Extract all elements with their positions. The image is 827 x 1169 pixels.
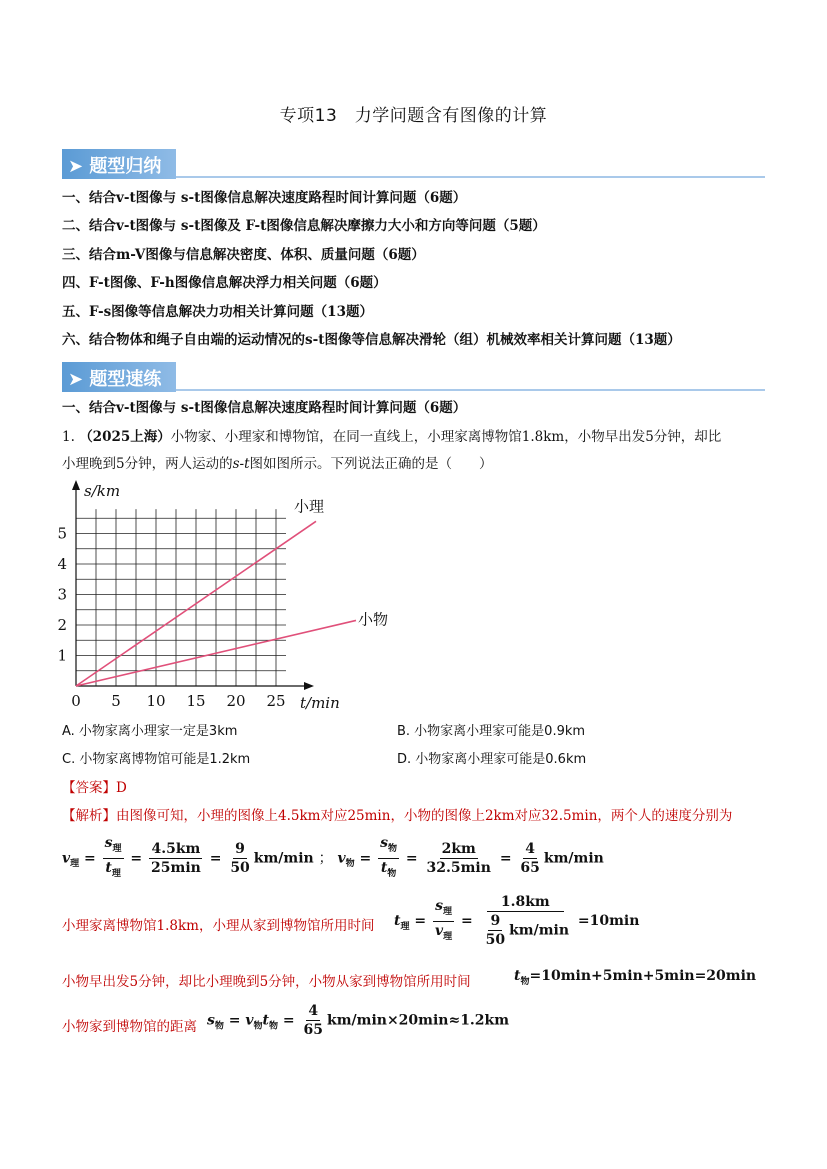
result: =10min+5min+5min=20min: [529, 968, 757, 984]
equals-sign: =: [130, 850, 143, 867]
equals-sign: =: [228, 1012, 241, 1029]
chart-grid: [76, 509, 286, 686]
option-a[interactable]: A. 小物家离小理家一定是3km: [62, 724, 238, 739]
analysis-text: 由图像可知，小理的图像上4.5km对应25min，小物的图像上2km对应32.5min，两个人的速度分别为: [116, 808, 733, 824]
x-axis-label: t/min: [300, 694, 340, 712]
option-d[interactable]: D. 小物家离小理家可能是0.6km: [397, 752, 587, 767]
unit: km/min: [509, 922, 570, 939]
equals-sign: =: [282, 1012, 295, 1029]
section-banner-summary: [62, 149, 765, 179]
sub-wu: 物: [269, 1021, 279, 1032]
toc-item-6: 六、结合物体和绳子自由端的运动情况的s-t图像等信息解决滑轮（组）机械效率相关计算问题（13题）: [62, 332, 681, 348]
sub-wu: 物: [253, 1021, 263, 1032]
fraction-li-values: [149, 840, 203, 877]
denominator: 50: [230, 859, 250, 876]
question-source: （2025上海）: [79, 429, 171, 445]
banner-text: 题型归纳: [89, 156, 162, 177]
y-tick-label: 3: [57, 585, 67, 604]
numerator: 4: [308, 1003, 319, 1019]
numerator: 2km: [441, 840, 476, 857]
sub-li: 理: [111, 868, 121, 879]
formula-distance: [207, 1002, 509, 1039]
x-tick-label: 25: [266, 692, 286, 710]
sub-li: 理: [400, 921, 410, 932]
section-heading: 一、结合v-t图像与 s-t图像信息解决速度路程时间计算问题（6题）: [62, 400, 467, 416]
s-symbol: s: [207, 1012, 215, 1029]
y-tick-label: 2: [57, 616, 67, 634]
denominator: 25min: [151, 859, 201, 876]
series-label-1: 小物: [358, 610, 389, 629]
equals-sign: =: [84, 850, 96, 867]
sub-wu: 物: [345, 859, 355, 870]
question-text-1: 小物家、小理家和博物馆，在同一直线上，小理家离博物馆1.8km，小物早出发5分钟，却比: [170, 429, 722, 445]
equals-sign: =: [414, 913, 427, 929]
series-label-0: 小理: [294, 497, 325, 516]
question-line-2: [62, 452, 493, 472]
analysis-label: 【解析】: [62, 808, 116, 824]
arrow-right-icon: ➤: [68, 369, 84, 390]
nested-fraction: [484, 912, 507, 949]
fraction-speed: [302, 1002, 325, 1039]
x-tick-label: 5: [111, 692, 121, 710]
t-symbol: t: [262, 1012, 270, 1029]
t-symbol: t: [514, 968, 521, 984]
equals-sign: =: [461, 913, 473, 929]
numerator: 4: [525, 840, 536, 857]
toc-item-3: 三、结合m-V图像与信息解决密度、体积、质量问题（6题）: [62, 247, 425, 263]
question-number: 1.: [62, 429, 75, 445]
y-tick-label: 5: [57, 524, 67, 543]
numerator: 9: [490, 913, 501, 929]
sub-wu: 物: [388, 843, 398, 854]
result: km/min×20min≈1.2km: [327, 1012, 510, 1029]
sub-li: 理: [442, 906, 452, 917]
v-symbol: v: [62, 850, 71, 867]
arrow-right-icon: ➤: [68, 156, 84, 177]
y-axis-label: s/km: [84, 482, 121, 500]
fraction-time-values: [480, 893, 571, 949]
denominator: 50: [485, 932, 506, 948]
option-c[interactable]: C. 小物家离博物馆可能是1.2km: [62, 752, 251, 767]
denominator: 65: [520, 859, 540, 876]
sub-li: 理: [443, 931, 453, 942]
x-tick-label: 0: [71, 692, 81, 710]
y-tick-label: 4: [57, 555, 67, 573]
v-symbol: v: [337, 850, 346, 867]
page-title: 专项13 力学问题含有图像的计算: [279, 106, 548, 126]
banner-label: [68, 152, 161, 178]
answer-value: D: [116, 780, 127, 796]
toc-item-5: 五、F-s图像等信息解决力功相关计算问题（13题）: [62, 304, 373, 320]
toc-item-1: 一、结合v-t图像与 s-t图像信息解决速度路程时间计算问题（6题）: [62, 190, 467, 206]
fraction-wu-result: [518, 840, 541, 877]
y-axis-arrow: [72, 480, 80, 490]
banner-label: [68, 365, 161, 391]
separator: ；: [318, 850, 333, 867]
s-symbol: s: [435, 897, 443, 914]
section-banner-practice: [62, 362, 765, 392]
x-tick-label: 15: [186, 692, 206, 710]
equals-sign: =: [359, 850, 372, 867]
time-li-text: 小理家离博物馆1.8km，小理从家到博物馆所用时间: [62, 918, 375, 934]
distance-text: 小物家到博物馆的距离: [62, 1019, 197, 1035]
toc-item-2: 二、结合v-t图像与 s-t图像及 F-t图像信息解决摩擦力大小和方向等问题（5题）: [62, 218, 546, 234]
v-symbol: v: [434, 922, 444, 939]
st-term: s-t: [232, 456, 250, 472]
x-tick-label: 20: [226, 692, 246, 710]
equals-sign: =: [499, 850, 512, 867]
question-text-2b: 图如图所示。下列说法正确的是（ ）: [249, 456, 493, 472]
banner-underline: [176, 176, 765, 178]
fraction-wu-values: [425, 840, 493, 877]
x-axis-arrow: [304, 682, 314, 690]
answer-label: 【答案】: [62, 780, 116, 796]
t-symbol: t: [380, 859, 388, 876]
st-chart: [57, 478, 389, 714]
sub-wu: 物: [214, 1021, 224, 1032]
equals-sign: =: [405, 850, 418, 867]
banner-underline: [176, 389, 765, 391]
denominator: 32.5min: [426, 859, 491, 876]
denominator: [480, 912, 571, 949]
question-line-1: [62, 425, 721, 445]
formula-time-wu: [514, 968, 756, 987]
x-tick-label: 10: [146, 692, 166, 710]
fraction-s-over-v: [433, 897, 454, 946]
numerator: 4.5km: [151, 840, 201, 857]
sub-wu: 物: [520, 976, 530, 987]
option-b[interactable]: B. 小物家离小理家可能是0.9km: [397, 724, 586, 739]
s-symbol: s: [104, 835, 113, 851]
question-text-2: 小理晚到5分钟，两人运动的: [62, 456, 233, 472]
sub-wu: 物: [387, 868, 397, 879]
denominator: 65: [303, 1022, 323, 1038]
v-symbol: v: [245, 1012, 254, 1029]
formula-time-li: [394, 893, 639, 949]
fraction-s-over-t-wu: [378, 834, 399, 883]
banner-text: 题型速练: [89, 369, 162, 390]
sub-li: 理: [112, 843, 122, 854]
analysis-line: [62, 804, 732, 824]
fraction-s-over-t: [103, 834, 124, 883]
formula-speeds: [62, 834, 604, 883]
answer-line: [62, 776, 127, 796]
numerator: 9: [235, 840, 245, 857]
result: =10min: [577, 913, 640, 929]
numerator: 1.8km: [487, 893, 564, 912]
sub-li: 理: [70, 859, 80, 870]
unit: km/min: [543, 850, 604, 867]
t-symbol: t: [394, 913, 401, 929]
s-symbol: s: [380, 835, 389, 851]
fraction-li-result: [228, 840, 251, 877]
unit: km/min: [253, 850, 314, 867]
y-tick-label: 1: [57, 646, 67, 665]
toc-item-4: 四、F-t图像、F-h图像信息解决浮力相关问题（6题）: [62, 275, 387, 291]
t-symbol: t: [105, 859, 112, 876]
equals-sign: =: [209, 850, 222, 867]
time-wu-text: 小物早出发5分钟，却比小理晚到5分钟，小物从家到博物馆所用时间: [62, 974, 471, 990]
chart-labels: [57, 482, 388, 712]
